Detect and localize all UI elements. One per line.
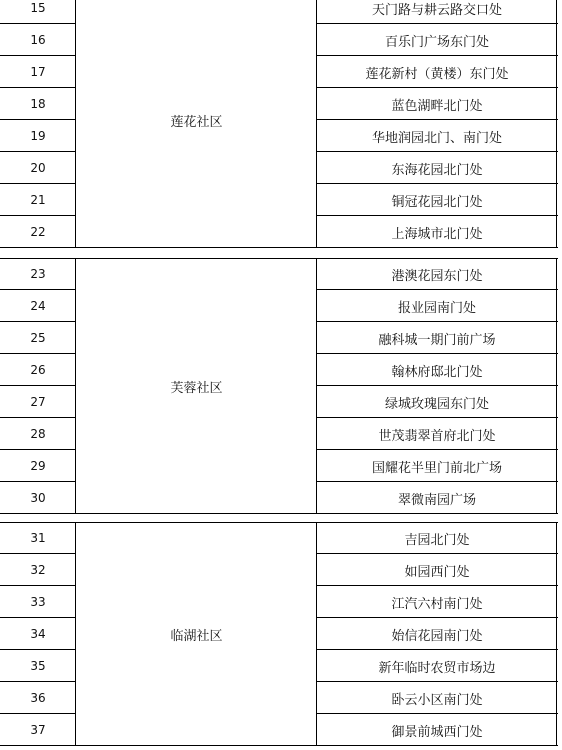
section-border: [0, 522, 558, 523]
row-number: 20: [30, 161, 46, 175]
section-border: [0, 247, 558, 248]
row-number: 18: [30, 97, 46, 111]
page-break-gap: [0, 514, 562, 522]
location-cell: 如园西门处: [404, 564, 470, 580]
column-divider: [316, 522, 317, 746]
location-cell: 新年临时农贸市场边: [378, 660, 496, 676]
column-divider: [316, 258, 317, 514]
location-cell: 天门路与耕云路交口处: [371, 2, 502, 18]
row-number: 35: [30, 659, 46, 673]
row-number: 31: [30, 531, 46, 545]
column-divider: [75, 258, 76, 514]
row-number: 34: [30, 627, 46, 641]
row-number: 24: [30, 299, 46, 313]
location-cell: 江汽六村南门处: [391, 596, 483, 612]
row-number: 27: [30, 395, 46, 409]
location-cell: 华地润园北门、南门处: [371, 130, 502, 146]
community-name: 芙蓉社区: [170, 380, 223, 396]
location-cell: 御景前城西门处: [391, 724, 483, 740]
row-number: 22: [30, 225, 46, 239]
location-cell: 铜冠花园北门处: [391, 194, 483, 210]
column-divider: [556, 0, 557, 248]
location-cell: 卧云小区南门处: [391, 692, 483, 708]
column-divider: [556, 522, 557, 746]
row-number: 33: [30, 595, 46, 609]
location-cell: 莲花新村（黄楼）东门处: [365, 66, 509, 82]
location-cell: 翰林府邸北门处: [391, 364, 483, 380]
location-cell: 百乐门广场东门处: [384, 34, 489, 50]
column-divider: [556, 258, 557, 514]
location-cell: 始信花园南门处: [391, 628, 483, 644]
row-number: 15: [30, 1, 46, 15]
row-number: 21: [30, 193, 46, 207]
row-number: 30: [30, 491, 46, 505]
row-number: 16: [30, 33, 46, 47]
location-cell: 东海花园北门处: [391, 162, 483, 178]
community-name: 莲花社区: [170, 114, 223, 130]
location-cell: 融科城一期门前广场: [378, 332, 496, 348]
column-divider: [75, 522, 76, 746]
location-cell: 翠微南园广场: [397, 492, 476, 508]
column-divider: [75, 0, 76, 248]
community-name: 临湖社区: [170, 628, 223, 644]
row-number: 28: [30, 427, 46, 441]
table-section: [0, 0, 562, 248]
row-number: 23: [30, 267, 46, 281]
table-section: [0, 258, 562, 514]
location-cell: 蓝色湖畔北门处: [391, 98, 483, 114]
section-border: [0, 258, 558, 259]
location-cell: 报业园南门处: [397, 300, 476, 316]
location-cell: 港澳花园东门处: [391, 268, 483, 284]
location-cell: 上海城市北门处: [391, 226, 483, 242]
location-cell: 世茂翡翠首府北门处: [378, 428, 496, 444]
row-number: 19: [30, 129, 46, 143]
row-number: 37: [30, 723, 46, 737]
row-number: 17: [30, 65, 46, 79]
section-border: [0, 745, 558, 746]
row-number: 32: [30, 563, 46, 577]
location-cell: 吉园北门处: [404, 532, 470, 548]
location-cell: 国耀花半里门前北广场: [371, 460, 502, 476]
row-number: 26: [30, 363, 46, 377]
table-section: [0, 522, 562, 746]
row-number: 25: [30, 331, 46, 345]
row-number: 29: [30, 459, 46, 473]
row-number: 36: [30, 691, 46, 705]
column-divider: [316, 0, 317, 248]
location-cell: 绿城玫瑰园东门处: [384, 396, 489, 412]
